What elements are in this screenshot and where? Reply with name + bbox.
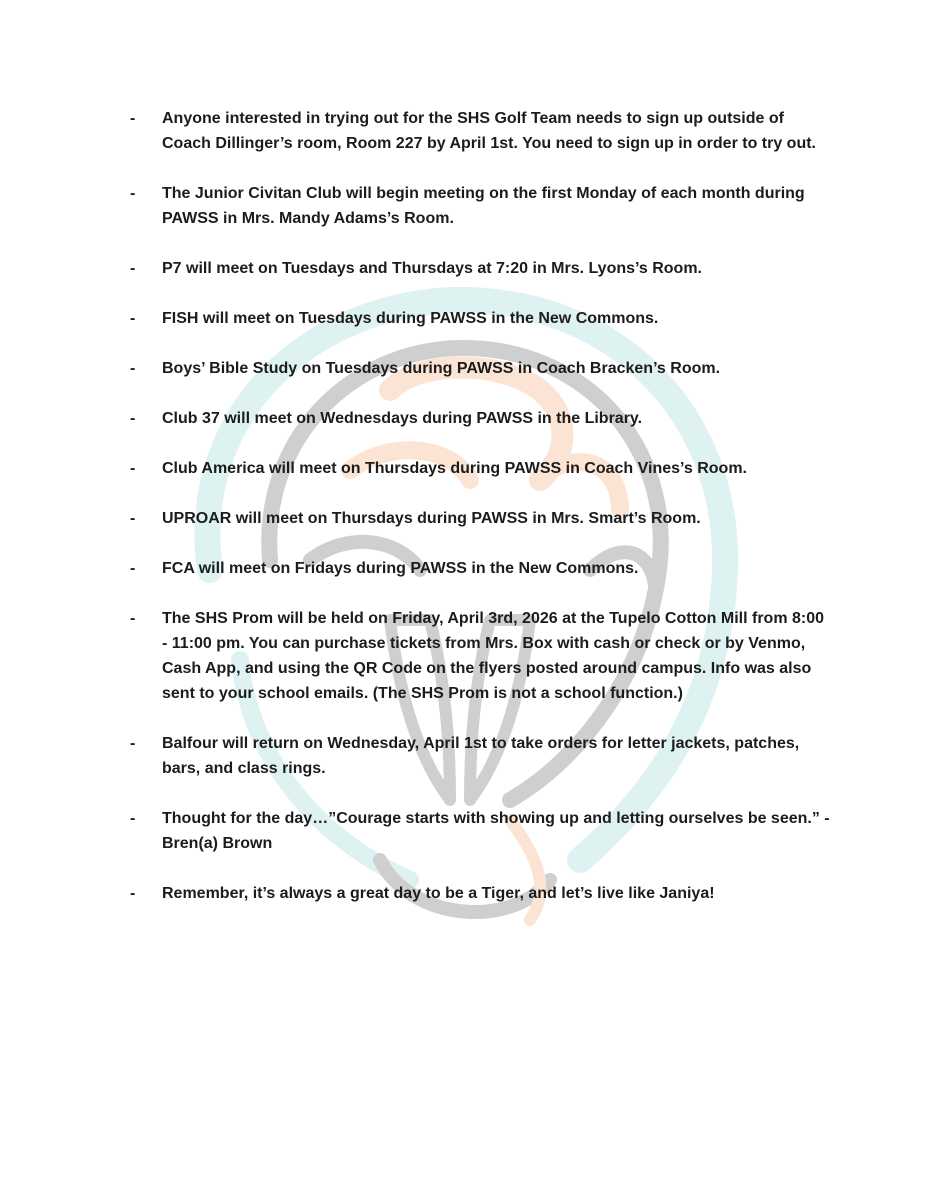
announcement-text: FCA will meet on Fridays during PAWSS in the New Commons. bbox=[162, 560, 639, 577]
announcement-text: The Junior Civitan Club will begin meeting on the first Monday of each month during PAWSS in Mrs. Mandy Adams’s Room. bbox=[162, 185, 805, 227]
announcement-item bbox=[130, 506, 830, 531]
bullet-dash: - bbox=[130, 510, 136, 527]
bullet-dash: - bbox=[130, 360, 136, 377]
announcement-list bbox=[130, 106, 830, 931]
announcement-item bbox=[130, 256, 830, 281]
announcement-text: FISH will meet on Tuesdays during PAWSS in the New Commons. bbox=[162, 310, 659, 327]
announcement-item bbox=[130, 606, 830, 706]
announcement-text: Club 37 will meet on Wednesdays during PAWSS in the Library. bbox=[162, 410, 643, 427]
bullet-dash: - bbox=[130, 735, 136, 752]
announcement-item bbox=[130, 881, 830, 906]
announcement-text: Club America will meet on Thursdays during PAWSS in Coach Vines’s Room. bbox=[162, 460, 747, 477]
announcement-text: Boys’ Bible Study on Tuesdays during PAWSS in Coach Bracken’s Room. bbox=[162, 360, 721, 377]
bullet-dash: - bbox=[130, 260, 136, 277]
announcement-text: UPROAR will meet on Thursdays during PAWSS in Mrs. Smart’s Room. bbox=[162, 510, 701, 527]
bullet-dash: - bbox=[130, 885, 136, 902]
announcement-item bbox=[130, 356, 830, 381]
bullet-dash: - bbox=[130, 810, 136, 827]
announcement-item bbox=[130, 556, 830, 581]
announcement-item bbox=[130, 181, 830, 231]
announcement-item bbox=[130, 306, 830, 331]
bullet-dash: - bbox=[130, 460, 136, 477]
bullet-dash: - bbox=[130, 610, 136, 627]
bullet-dash: - bbox=[130, 185, 136, 202]
announcement-item bbox=[130, 406, 830, 431]
announcement-item bbox=[130, 731, 830, 781]
announcement-text: Thought for the day…”Courage starts with showing up and letting ourselves be seen.” - Bren(a) Brown bbox=[162, 810, 830, 852]
announcement-text: The SHS Prom will be held on Friday, April 3rd, 2026 at the Tupelo Cotton Mill from 8:00 - 11:00 pm. You can purchase tickets from Mrs. Box with cash or check or by Venmo, Cash App, and using the QR Code on the flyers posted around campus. Info was also sent to your school emails. (The SHS Prom is not a school function.) bbox=[162, 610, 825, 702]
announcement-text: P7 will meet on Tuesdays and Thursdays at 7:20 in Mrs. Lyons’s Room. bbox=[162, 260, 702, 277]
bullet-dash: - bbox=[130, 560, 136, 577]
announcement-text: Balfour will return on Wednesday, April 1st to take orders for letter jackets, patches, bars, and class rings. bbox=[162, 735, 800, 777]
announcement-item bbox=[130, 456, 830, 481]
bullet-dash: - bbox=[130, 310, 136, 327]
announcement-text: Anyone interested in trying out for the SHS Golf Team needs to sign up outside of Coach Dillinger’s room, Room 227 by April 1st. You need to sign up in order to try out. bbox=[162, 110, 816, 152]
announcement-item bbox=[130, 106, 830, 156]
announcement-item bbox=[130, 806, 830, 856]
bullet-dash: - bbox=[130, 110, 136, 127]
bullet-dash: - bbox=[130, 410, 136, 427]
announcement-text: Remember, it’s always a great day to be a Tiger, and let’s live like Janiya! bbox=[162, 885, 715, 902]
